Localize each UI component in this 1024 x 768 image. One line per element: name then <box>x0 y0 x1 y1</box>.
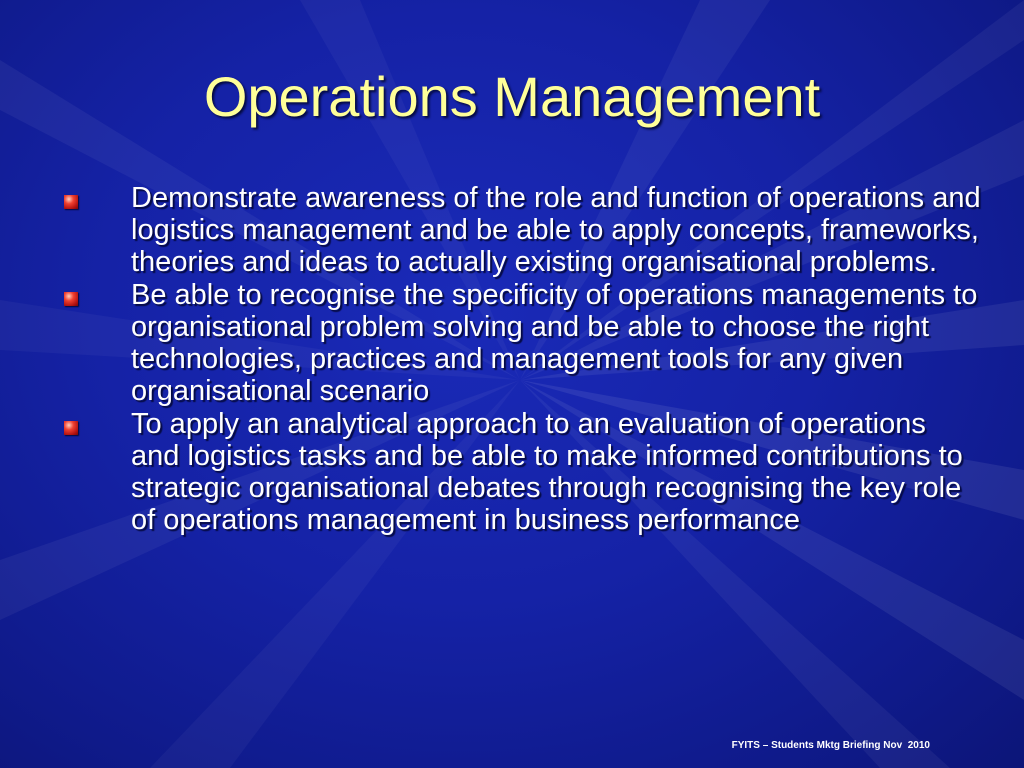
slide-title: Operations Management <box>203 65 821 128</box>
bullet-list <box>62 182 982 537</box>
bullet-item <box>62 182 982 278</box>
bullet-text: To apply an analytical approach to an evaluation of operations and logistics tasks and be able to make informed contributions to strategic organisational debates through recognising the key role of operations management in business performance <box>131 408 963 536</box>
bullet-item <box>62 408 982 536</box>
bullet-text: Demonstrate awareness of the role and function of operations and logistics management and be able to apply concepts, frameworks, theories and ideas to actually existing organisational problems. <box>131 182 981 278</box>
square-bullet-icon <box>64 195 78 209</box>
bullet-item <box>62 279 982 407</box>
footer-text: FYITS – Students Mktg Briefing Nov 2010 <box>731 740 930 751</box>
square-bullet-icon <box>64 292 78 306</box>
bullet-text: Be able to recognise the specificity of operations managements to organisational problem solving and be able to choose the right technologies, practices and management tools for any given organisational scenario <box>131 279 978 407</box>
square-bullet-icon <box>64 421 78 435</box>
